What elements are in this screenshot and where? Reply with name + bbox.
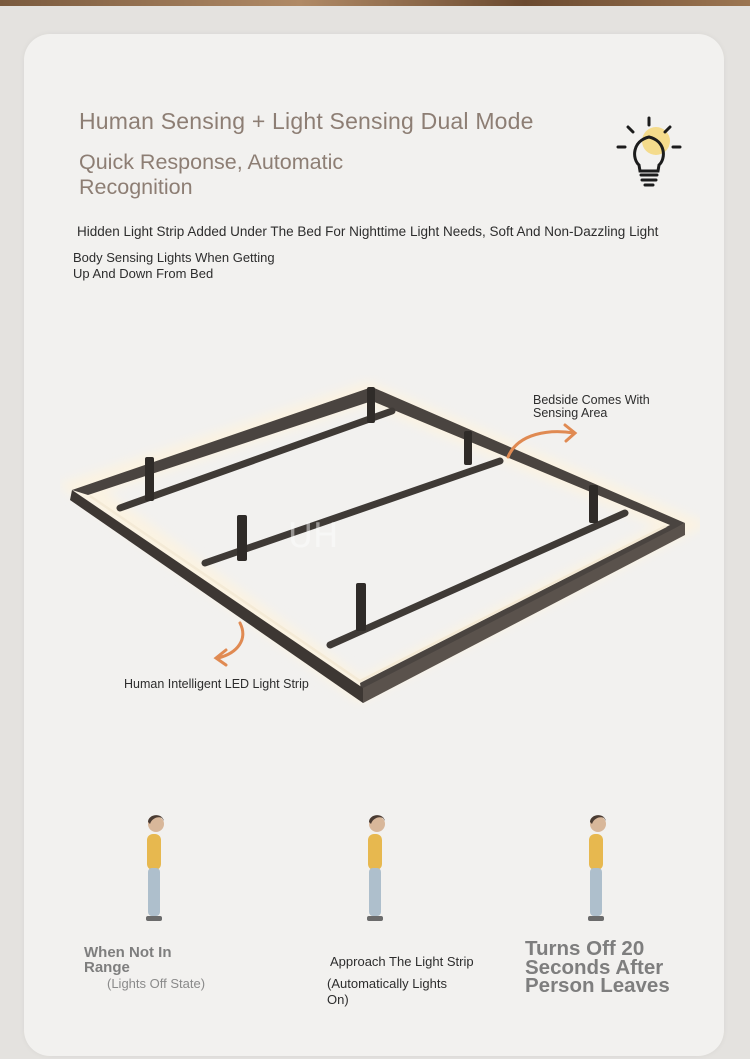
callout-light-strip: Human Intelligent LED Light Strip <box>124 677 309 691</box>
support-leg <box>367 387 375 423</box>
state-approach-title: Approach The Light Strip <box>330 954 474 969</box>
subheadline: Quick Response, Automatic Recognition <box>79 150 344 199</box>
state-out-of-range-title: When Not In Range <box>84 944 172 976</box>
support-leg <box>356 583 366 631</box>
frame-rim <box>363 523 685 703</box>
bed-slat <box>205 461 500 563</box>
top-wood-strip <box>0 0 750 6</box>
state-out-of-range-subtitle: (Lights Off State) <box>107 976 206 991</box>
standing-person-icon <box>578 812 614 930</box>
support-leg <box>145 457 154 501</box>
support-leg <box>464 431 472 465</box>
light-bulb-icon <box>614 115 684 193</box>
standing-person-icon <box>136 812 172 930</box>
headline: Human Sensing + Light Sensing Dual Mode <box>79 108 534 134</box>
led-glow <box>82 393 682 690</box>
callout-bedside: Bedside Comes With Sensing Area <box>533 393 650 420</box>
description-line-1: Hidden Light Strip Added Under The Bed For Nighttime Light Needs, Soft And Non-Dazzling Light <box>77 224 659 239</box>
support-leg <box>237 515 247 561</box>
description-line-2: Body Sensing Lights When Getting Up And Down From Bed <box>73 250 275 281</box>
state-turn-off-title: Turns Off 20 Seconds After Person Leaves <box>525 937 670 997</box>
watermark: UH <box>288 516 339 556</box>
support-leg <box>589 485 598 523</box>
state-approach-subtitle: (Automatically Lights On) <box>327 976 447 1007</box>
bed-frame-diagram <box>60 375 700 715</box>
standing-person-icon <box>357 812 393 930</box>
